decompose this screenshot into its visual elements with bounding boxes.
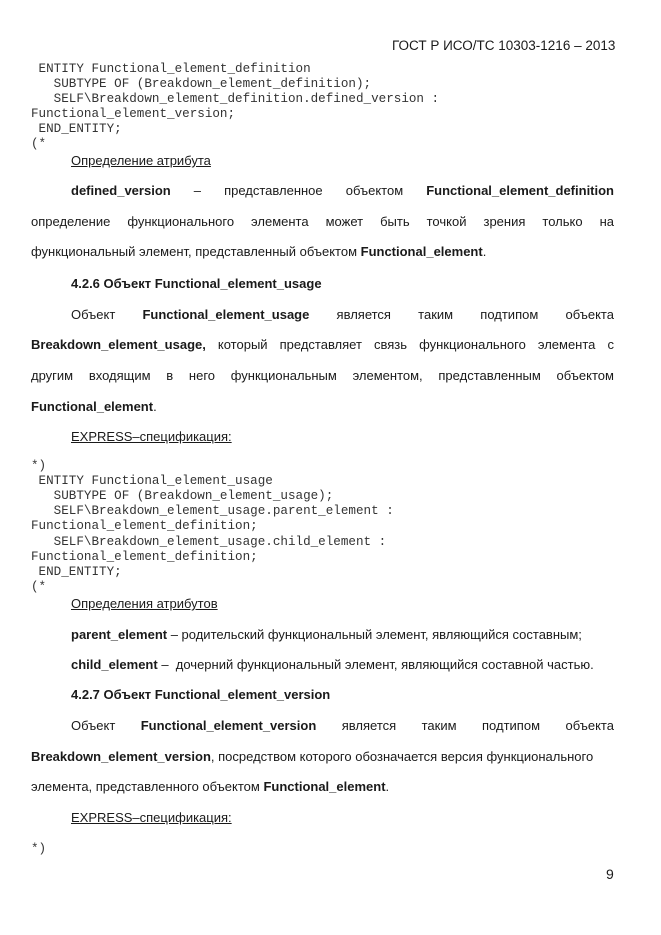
word: элемента xyxy=(537,337,596,352)
word: – xyxy=(193,183,201,198)
entity-name: Functional_element_usage xyxy=(142,307,310,322)
word: таким xyxy=(418,307,454,322)
word: который xyxy=(217,337,268,352)
word: функциональным xyxy=(230,368,337,383)
word: него xyxy=(188,368,216,383)
entity-name: Functional_element_version xyxy=(140,718,317,733)
entity-name: Functional_element xyxy=(263,779,386,794)
code-line: (* xyxy=(31,580,47,594)
word: связь xyxy=(373,337,408,352)
entity-name: Functional_element_definition xyxy=(426,183,614,198)
word: может xyxy=(325,214,364,229)
entity-name: Breakdown_element_version xyxy=(31,749,211,764)
word: является xyxy=(336,307,391,322)
word: зрения xyxy=(483,214,526,229)
word: элемента xyxy=(251,214,309,229)
attribute-definitions-heading: Определения атрибутов xyxy=(71,596,218,611)
code-line: Functional_element_definition; xyxy=(31,519,258,533)
word: объектом xyxy=(345,183,404,198)
term: parent_element xyxy=(71,627,168,642)
paragraph-line xyxy=(31,214,614,230)
code-line: ENTITY Functional_element_definition xyxy=(31,62,311,76)
word: на xyxy=(599,214,614,229)
entity-name: Functional_element xyxy=(31,399,154,414)
term: child_element xyxy=(71,657,158,672)
term-defined-version: defined_version xyxy=(71,183,171,198)
code-line: *) xyxy=(31,842,47,856)
section-heading-4-2-6: 4.2.6 Объект Functional_element_usage xyxy=(71,276,322,291)
word: Объект xyxy=(71,718,116,733)
word: таким xyxy=(421,718,457,733)
text: , посредством которого обозначается версия функционального xyxy=(210,749,594,764)
word: другим xyxy=(31,368,74,383)
word: подтипом xyxy=(482,718,541,733)
code-line: Functional_element_version; xyxy=(31,107,236,121)
text: элемента, представленного объектом xyxy=(31,779,264,794)
word: быть xyxy=(380,214,410,229)
section-heading-4-2-7: 4.2.7 Объект Functional_element_version xyxy=(71,687,331,702)
paragraph-line xyxy=(31,749,593,765)
code-line: SUBTYPE OF (Breakdown_element_definition); xyxy=(31,77,372,91)
word: представленным xyxy=(438,368,541,383)
code-line: SUBTYPE OF (Breakdown_element_usage); xyxy=(31,489,334,503)
code-line: ENTITY Functional_element_usage xyxy=(31,474,273,488)
paragraph-line xyxy=(31,399,157,415)
code-line: Functional_element_definition; xyxy=(31,550,258,564)
document-header: ГОСТ Р ИСО/ТС 10303-1216 – 2013 xyxy=(392,38,616,53)
code-line: END_ENTITY; xyxy=(31,565,122,579)
word: является xyxy=(341,718,397,733)
attribute-parent-element xyxy=(71,627,582,643)
definition: – дочерний функциональный элемент, являющийся составной частью. xyxy=(157,657,594,672)
code-line: (* xyxy=(31,137,47,151)
word: объектом xyxy=(556,368,614,383)
code-line: *) xyxy=(31,459,47,473)
word: объекта xyxy=(565,718,614,733)
word: представляет xyxy=(279,337,362,352)
text: функциональный элемент, представленный объектом xyxy=(31,244,361,259)
word: входящим xyxy=(88,368,151,383)
paragraph-line xyxy=(31,779,389,795)
code-line: END_ENTITY; xyxy=(31,122,122,136)
paragraph-line xyxy=(31,368,614,384)
word: Объект xyxy=(71,307,116,322)
text: . xyxy=(153,399,157,414)
paragraph-line xyxy=(71,307,614,323)
definition: – родительский функциональный элемент, являющийся составным; xyxy=(167,627,582,642)
word: подтипом xyxy=(480,307,539,322)
code-line: SELF\Breakdown_element_usage.child_element : xyxy=(31,535,387,549)
word: функционального xyxy=(127,214,235,229)
paragraph-line xyxy=(31,244,486,260)
entity-name: Breakdown_element_usage, xyxy=(31,337,206,352)
code-line: SELF\Breakdown_element_usage.parent_element : xyxy=(31,504,394,518)
word: определение xyxy=(31,214,111,229)
word: представленное xyxy=(224,183,323,198)
paragraph-line xyxy=(71,183,614,199)
attribute-definition-heading: Определение атрибута xyxy=(71,153,211,168)
word: объекта xyxy=(565,307,614,322)
text: . xyxy=(482,244,487,259)
word: функционального xyxy=(419,337,526,352)
word: в xyxy=(166,368,174,383)
code-line: SELF\Breakdown_element_definition.defined_version : xyxy=(31,92,440,106)
word: элементом, xyxy=(352,368,423,383)
express-spec-label: EXPRESS–спецификация: xyxy=(71,429,232,444)
word: только xyxy=(542,214,583,229)
word: точкой xyxy=(426,214,467,229)
paragraph-line xyxy=(71,718,614,734)
page-number: 9 xyxy=(606,866,614,882)
express-spec-label: EXPRESS–спецификация: xyxy=(71,810,232,825)
attribute-child-element xyxy=(71,657,594,673)
entity-name: Functional_element xyxy=(360,244,483,259)
paragraph-line xyxy=(31,337,614,353)
text: . xyxy=(385,779,390,794)
word: с xyxy=(607,337,614,352)
